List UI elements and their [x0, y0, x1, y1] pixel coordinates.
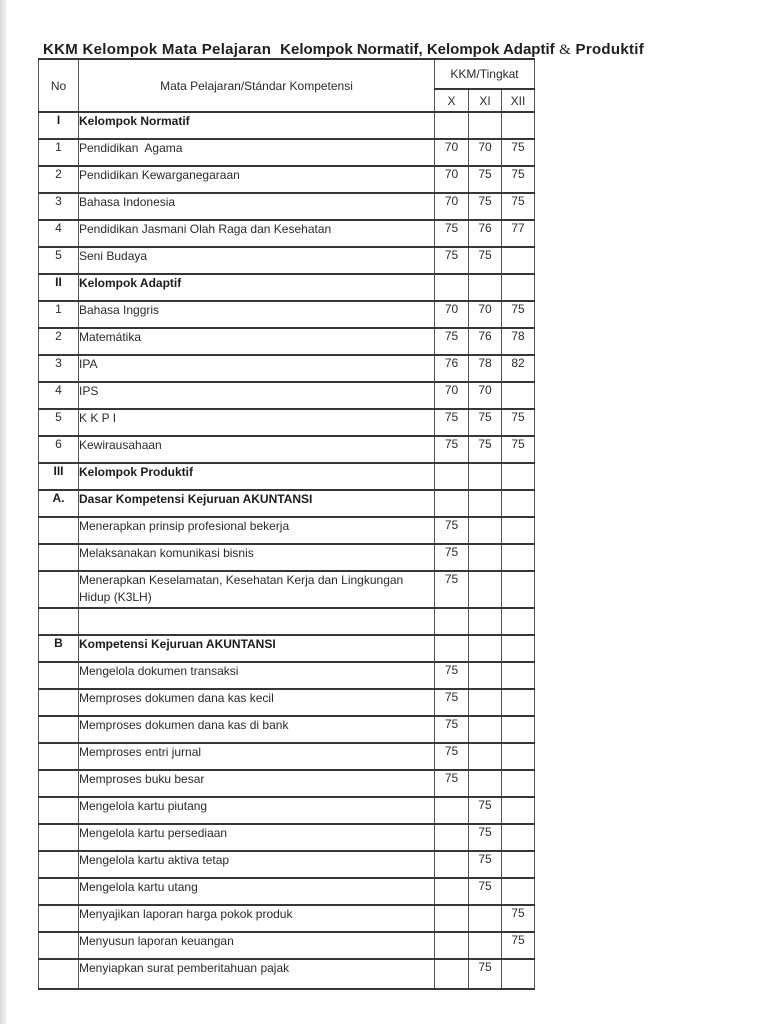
subject-cell: Pendidikan Jasmani Olah Raga dan Kesehatan: [79, 220, 435, 247]
row-number-cell: III: [39, 463, 79, 490]
row-number-cell: I: [39, 112, 79, 139]
kkm-value-cell-xi: 75: [469, 959, 502, 989]
kkm-value-cell-xi: [469, 274, 502, 301]
header-level-xii: XII: [502, 89, 535, 112]
table-row: [39, 770, 535, 797]
subject-cell: Mengelola kartu utang: [79, 878, 435, 905]
kkm-value-cell-xi: 70: [469, 139, 502, 166]
table-row: [39, 743, 535, 770]
kkm-value-cell-xi: [469, 517, 502, 544]
section-row: [39, 112, 535, 139]
kkm-value-cell-xii: 75: [502, 409, 535, 436]
kkm-value-cell-xii: 82: [502, 355, 535, 382]
table-row: [39, 905, 535, 932]
kkm-value-cell-xi: 76: [469, 220, 502, 247]
row-number-cell: [39, 608, 79, 635]
section-row: [39, 463, 535, 490]
kkm-value-cell-x: [435, 463, 469, 490]
kkm-value-cell-xii: [502, 635, 535, 662]
kkm-value-cell-x: 70: [435, 166, 469, 193]
kkm-value-cell-x: 70: [435, 301, 469, 328]
table-row: [39, 436, 535, 463]
kkm-value-cell-xii: [502, 662, 535, 689]
header-level-x: X: [435, 89, 469, 112]
kkm-value-cell-xii: [502, 463, 535, 490]
section-row: [39, 490, 535, 517]
table-row: [39, 166, 535, 193]
subject-cell: Mengelola kartu piutang: [79, 797, 435, 824]
kkm-value-cell-x: [435, 112, 469, 139]
table-row: [39, 220, 535, 247]
title-segment-groups: Kelompok Normatif, Kelompok Adaptif: [280, 41, 555, 59]
kkm-value-cell-xi: [469, 689, 502, 716]
kkm-value-cell-xii: 75: [502, 139, 535, 166]
subject-cell: Bahasa Inggris: [79, 301, 435, 328]
kkm-value-cell-x: [435, 905, 469, 932]
section-row: [39, 635, 535, 662]
row-number-cell: 1: [39, 139, 79, 166]
kkm-value-cell-xi: [469, 662, 502, 689]
kkm-value-cell-x: 75: [435, 247, 469, 274]
row-number-cell: [39, 797, 79, 824]
subject-cell: Matemátika: [79, 328, 435, 355]
kkm-value-cell-xi: [469, 608, 502, 635]
kkm-value-cell-xi: [469, 544, 502, 571]
row-number-cell: 6: [39, 436, 79, 463]
subject-cell: Mengelola dokumen transaksi: [79, 662, 435, 689]
table-row: [39, 355, 535, 382]
kkm-value-cell-x: 75: [435, 544, 469, 571]
kkm-value-cell-x: 75: [435, 517, 469, 544]
row-number-cell: [39, 544, 79, 571]
table-row: [39, 662, 535, 689]
kkm-value-cell-x: 75: [435, 743, 469, 770]
kkm-value-cell-x: 75: [435, 328, 469, 355]
table-row: [39, 301, 535, 328]
row-number-cell: II: [39, 274, 79, 301]
kkm-value-cell-xi: 75: [469, 247, 502, 274]
row-number-cell: 4: [39, 382, 79, 409]
kkm-value-cell-x: [435, 932, 469, 959]
kkm-value-cell-xii: [502, 770, 535, 797]
row-number-cell: [39, 662, 79, 689]
header-subject: Mata Pelajaran/Stándar Kompetensi: [79, 59, 435, 112]
table-row: [39, 932, 535, 959]
kkm-value-cell-xii: 75: [502, 932, 535, 959]
kkm-value-cell-x: 75: [435, 436, 469, 463]
kkm-value-cell-xii: [502, 797, 535, 824]
subject-cell: K K P I: [79, 409, 435, 436]
kkm-value-cell-xi: 75: [469, 409, 502, 436]
kkm-value-cell-x: 75: [435, 409, 469, 436]
kkm-value-cell-xi: 75: [469, 436, 502, 463]
subject-cell: Kompetensi Kejuruan AKUNTANSI: [79, 635, 435, 662]
table-row: [39, 571, 535, 608]
subject-cell: [79, 608, 435, 635]
kkm-value-cell-xi: 75: [469, 797, 502, 824]
kkm-value-cell-x: [435, 797, 469, 824]
kkm-value-cell-xii: 75: [502, 905, 535, 932]
kkm-value-cell-x: [435, 490, 469, 517]
subject-cell: Menyajikan laporan harga pokok produk: [79, 905, 435, 932]
table-row: [39, 878, 535, 905]
kkm-value-cell-x: 75: [435, 571, 469, 608]
table-row: [39, 716, 535, 743]
header-row-top: [39, 59, 535, 89]
row-number-cell: 3: [39, 193, 79, 220]
row-number-cell: [39, 932, 79, 959]
subject-cell: IPS: [79, 382, 435, 409]
table-row: [39, 139, 535, 166]
kkm-value-cell-xi: 78: [469, 355, 502, 382]
row-number-cell: [39, 716, 79, 743]
row-number-cell: 2: [39, 166, 79, 193]
kkm-value-cell-xi: 70: [469, 301, 502, 328]
subject-cell: Menerapkan prinsip profesional bekerja: [79, 517, 435, 544]
header-no: No: [39, 59, 79, 112]
kkm-value-cell-x: 75: [435, 220, 469, 247]
kkm-value-cell-x: 70: [435, 382, 469, 409]
kkm-value-cell-xi: 75: [469, 193, 502, 220]
kkm-table-body: [39, 112, 535, 989]
kkm-value-cell-x: 70: [435, 193, 469, 220]
subject-cell: Seni Budaya: [79, 247, 435, 274]
subject-cell: Dasar Kompetensi Kejuruan AKUNTANSI: [79, 490, 435, 517]
header-kkm-tingkat: KKM/Tingkat: [435, 59, 535, 89]
kkm-value-cell-xi: 76: [469, 328, 502, 355]
table-row: [39, 851, 535, 878]
kkm-value-cell-xii: [502, 959, 535, 989]
subject-cell: Kelompok Normatif: [79, 112, 435, 139]
kkm-value-cell-x: 76: [435, 355, 469, 382]
row-number-cell: [39, 689, 79, 716]
kkm-value-cell-xii: [502, 878, 535, 905]
subject-cell: Menyiapkan surat pemberitahuan pajak: [79, 959, 435, 989]
kkm-value-cell-xii: 75: [502, 166, 535, 193]
kkm-value-cell-xi: 75: [469, 166, 502, 193]
row-number-cell: B: [39, 635, 79, 662]
kkm-table: [38, 58, 535, 990]
subject-cell: Kelompok Adaptif: [79, 274, 435, 301]
kkm-value-cell-x: 75: [435, 689, 469, 716]
row-number-cell: [39, 851, 79, 878]
subject-cell: Pendidikan Agama: [79, 139, 435, 166]
subject-cell: Memproses dokumen dana kas di bank: [79, 716, 435, 743]
subject-cell: Memproses dokumen dana kas kecil: [79, 689, 435, 716]
subject-cell: Memproses entri jurnal: [79, 743, 435, 770]
kkm-value-cell-xi: [469, 932, 502, 959]
kkm-value-cell-xii: [502, 851, 535, 878]
table-row: [39, 328, 535, 355]
kkm-value-cell-x: [435, 878, 469, 905]
kkm-value-cell-xii: [502, 112, 535, 139]
kkm-value-cell-x: [435, 274, 469, 301]
table-row: [39, 824, 535, 851]
row-number-cell: 1: [39, 301, 79, 328]
kkm-value-cell-xii: [502, 571, 535, 608]
kkm-value-cell-x: [435, 635, 469, 662]
title-segment-produktif: Produktif: [575, 41, 645, 59]
subject-cell: Bahasa Indonesia: [79, 193, 435, 220]
table-row: [39, 544, 535, 571]
kkm-value-cell-x: [435, 608, 469, 635]
kkm-value-cell-xi: 75: [469, 878, 502, 905]
kkm-value-cell-xi: 75: [469, 851, 502, 878]
kkm-value-cell-xi: [469, 770, 502, 797]
kkm-value-cell-xi: [469, 905, 502, 932]
table-row: [39, 247, 535, 274]
kkm-value-cell-xii: [502, 716, 535, 743]
kkm-value-cell-xi: [469, 112, 502, 139]
subject-cell: Pendidikan Kewarganegaraan: [79, 166, 435, 193]
spacer-row: [39, 608, 535, 635]
table-row: [39, 382, 535, 409]
kkm-value-cell-xii: [502, 743, 535, 770]
row-number-cell: [39, 571, 79, 608]
header-level-xi: XI: [469, 89, 502, 112]
kkm-value-cell-x: [435, 824, 469, 851]
kkm-value-cell-xii: 75: [502, 193, 535, 220]
kkm-value-cell-x: 75: [435, 770, 469, 797]
row-number-cell: [39, 905, 79, 932]
kkm-value-cell-xi: [469, 571, 502, 608]
row-number-cell: [39, 959, 79, 989]
table-row: [39, 517, 535, 544]
kkm-value-cell-xii: [502, 247, 535, 274]
row-number-cell: 5: [39, 409, 79, 436]
table-row: [39, 797, 535, 824]
row-number-cell: 3: [39, 355, 79, 382]
subject-cell: Mengelola kartu persediaan: [79, 824, 435, 851]
kkm-value-cell-xii: [502, 689, 535, 716]
title-segment-kkm: KKM Kelompok Mata Pelajaran: [43, 41, 272, 59]
subject-cell: Melaksanakan komunikasi bisnis: [79, 544, 435, 571]
kkm-value-cell-xii: [502, 824, 535, 851]
title-ampersand: &: [559, 42, 572, 59]
kkm-value-cell-xi: [469, 490, 502, 517]
kkm-value-cell-xii: [502, 544, 535, 571]
kkm-value-cell-xi: [469, 463, 502, 490]
scan-edge-shadow: [0, 0, 7, 1024]
kkm-table-header: [39, 59, 535, 112]
kkm-value-cell-xii: [502, 274, 535, 301]
kkm-value-cell-xii: 77: [502, 220, 535, 247]
kkm-value-cell-x: 75: [435, 716, 469, 743]
kkm-value-cell-xi: 75: [469, 824, 502, 851]
kkm-value-cell-xi: 70: [469, 382, 502, 409]
section-row: [39, 274, 535, 301]
kkm-value-cell-xii: [502, 382, 535, 409]
subject-cell: Mengelola kartu aktiva tetap: [79, 851, 435, 878]
subject-cell: Memproses buku besar: [79, 770, 435, 797]
table-row: [39, 959, 535, 989]
row-number-cell: 5: [39, 247, 79, 274]
kkm-value-cell-xii: [502, 490, 535, 517]
row-number-cell: 2: [39, 328, 79, 355]
page-title: [43, 41, 644, 59]
subject-cell: Menerapkan Keselamatan, Kesehatan Kerja dan Lingkungan Hidup (K3LH): [79, 571, 435, 608]
kkm-value-cell-x: [435, 959, 469, 989]
row-number-cell: 4: [39, 220, 79, 247]
kkm-value-cell-xii: [502, 517, 535, 544]
subject-cell: Kelompok Produktif: [79, 463, 435, 490]
kkm-value-cell-xi: [469, 635, 502, 662]
kkm-value-cell-xi: [469, 716, 502, 743]
kkm-value-cell-xii: [502, 608, 535, 635]
row-number-cell: [39, 878, 79, 905]
kkm-value-cell-x: 75: [435, 662, 469, 689]
kkm-value-cell-xii: 75: [502, 436, 535, 463]
kkm-value-cell-xii: 78: [502, 328, 535, 355]
row-number-cell: [39, 770, 79, 797]
row-number-cell: [39, 824, 79, 851]
table-row: [39, 193, 535, 220]
kkm-value-cell-x: 70: [435, 139, 469, 166]
table-row: [39, 409, 535, 436]
row-number-cell: A.: [39, 490, 79, 517]
subject-cell: Kewirausahaan: [79, 436, 435, 463]
subject-cell: IPA: [79, 355, 435, 382]
kkm-value-cell-xii: 75: [502, 301, 535, 328]
row-number-cell: [39, 517, 79, 544]
subject-cell: Menyusun laporan keuangan: [79, 932, 435, 959]
row-number-cell: [39, 743, 79, 770]
table-row: [39, 689, 535, 716]
kkm-value-cell-xi: [469, 743, 502, 770]
kkm-value-cell-x: [435, 851, 469, 878]
